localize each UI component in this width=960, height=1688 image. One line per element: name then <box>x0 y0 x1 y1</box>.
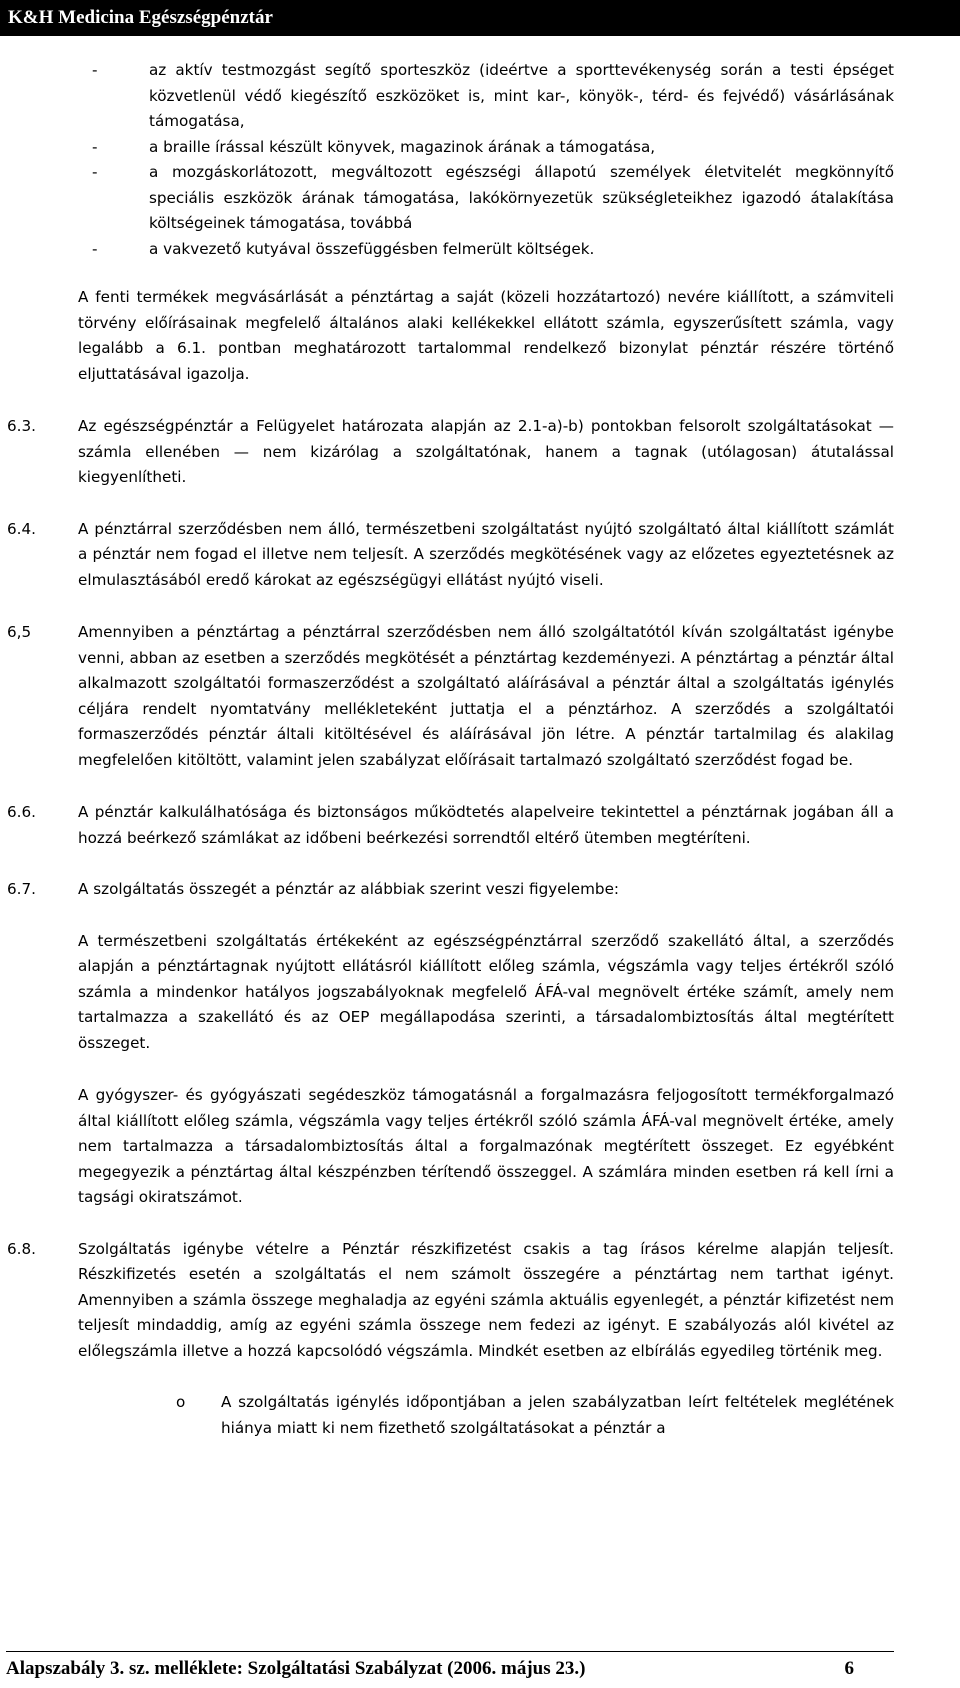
section-text: A szolgáltatás összegét a pénztár az alábbiak szerint veszi figyelembe: <box>78 880 620 898</box>
paragraph-gyogyszer: A gyógyszer- és gyógyászati segédeszköz támogatásnál a forgalmazásra feljogosított termékforgalmazó által kiállított előleg számla, végszámla vagy teljes értékről szóló számla ÁFÁ-val megnövelt értéke, amely nem tartalmazza a társadalombiztosítás által a forgalmazónak megtérített összeget. Ez egyébként megegyezik a pénztártag által készpénzben térítendő összeggel. A számlára minden esetben rá kell írni a tagsági okiratszámot. <box>78 1086 894 1206</box>
document-body <box>0 58 960 1441</box>
section-6-3 <box>7 414 894 491</box>
page-footer <box>6 1654 854 1684</box>
list-item <box>92 237 894 263</box>
page-header <box>0 0 960 36</box>
section-number: 6.3. <box>7 417 36 435</box>
section-number: 6.8. <box>7 1239 36 1258</box>
section-text: Amennyiben a pénztártag a pénztárral szerződésben nem álló szolgáltatótól kíván szolgáltatást igénybe venni, abban az esetben a szerződés megkötését a pénztártag kezdeményezi. A pénztártag a pénztár által alkalmazott szolgáltatói formaszerződést a szolgáltató aláírásával a pénztár által a szolgáltatás igénylés céljára rendelt nyomtatvány mellékleteként juttatja el a pénztárhoz. A szerződés a szolgáltatói formaszerződés pénztár általi kitöltésével és aláírásával jön létre. A pénztár tartalmilag és alakilag megfelelően kitöltött, valamint jelen szabályzat előírásait tartalmazó szolgáltató szerződést fogad be. <box>78 623 894 769</box>
section-6-8 <box>7 1237 894 1365</box>
bullet-marker: o <box>176 1393 186 1411</box>
o-bullet-item <box>176 1390 894 1441</box>
list-item <box>92 135 894 161</box>
page-number: 6 <box>844 1658 854 1679</box>
section-text: Az egészségpénztár a Felügyelet határozata alapján az 2.1-a)-b) pontokban felsorolt szolgáltatásokat — számla ellenében — nem kizárólag a szolgáltatónak, hanem a tagnak (utólagosan) átutalással kiegyenlítheti. <box>78 417 894 486</box>
section-6-4 <box>7 517 894 594</box>
section-6-7 <box>7 877 894 903</box>
section-6-5 <box>7 620 894 773</box>
section-number: 6.4. <box>7 519 36 538</box>
header-title: K&H Medicina Egészségpénztár <box>8 7 273 28</box>
section-number: 6.6. <box>7 803 36 821</box>
bullet-text: A szolgáltatás igénylés időpontjában a jelen szabályzatban leírt feltételek meglétének hiánya miatt ki nem fizethető szolgáltatásokat a pénztár a <box>221 1393 894 1437</box>
paragraph-fenti: A fenti termékek megvásárlását a pénztártag a saját (közeli hozzátartozó) nevére kiállított, a számviteli törvény előírásainak megfelelő általános alaki kellékekkel ellátott számla, egyszerűsített számla, vagy legalább a 6.1. pontban meghatározott tartalommal rendelkező bizonylat pénztár részére történő eljuttatásával igazolja. <box>78 288 894 383</box>
list-item-text: a vakvezető kutyával összefüggésben felmerült költségek. <box>149 239 595 258</box>
list-dash: - <box>92 163 98 181</box>
section-number: 6,5 <box>7 623 32 641</box>
section-number: 6.7. <box>7 880 36 898</box>
footer-divider <box>6 1651 894 1652</box>
list-item-text: a braille írással készült könyvek, magazinok árának a támogatása, <box>149 137 656 156</box>
section-6-6 <box>7 800 894 851</box>
list-item-text: a mozgáskorlátozott, megváltozott egészségi állapotú személyek életvitelét megkönnyítő speciális eszközök árának támogatása, lakókörnyezetük szükségleteikhez igazodó átalakítása költségeinek támogatása, továbbá <box>149 163 894 232</box>
list-dash: - <box>92 239 98 258</box>
list-dash: - <box>92 61 98 79</box>
section-text: Szolgáltatás igénybe vételre a Pénztár részkifizetést csakis a tag írásos kérelme alapján teljesít. Részkifizetés esetén a szolgáltatás el nem számolt összegére a pénztártag nem tarthat igényt. Amennyiben a számla összege meghaladja az egyéni számla aktuális egyenlegét, a pénztár kifizetést nem teljesít mindaddig, amíg az egyéni számla összege nem fedezi az igényt. E szabályozás alól kivétel az előlegszámla illetve a hozzá kapcsolódó végszámla. Mindkét esetben az elbírálás egyedileg történik meg. <box>78 1239 894 1360</box>
list-item <box>92 58 894 135</box>
section-text: A pénztár kalkulálhatósága és biztonságos működtetés alapelveire tekintettel a pénztárnak jogában áll a hozzá beérkező számlákat az időbeni beérkezési sorrendtől eltérő ütemben megtéríteni. <box>78 803 894 847</box>
list-dash: - <box>92 137 98 156</box>
list-item-text: az aktív testmozgást segítő sporteszköz (ideértve a sporttevékenység során a testi épséget közvetlenül védő kiegészítő eszközöket is, mint kar-, könyök-, térd- és fejvédő) vásárlásának támogatása, <box>149 61 894 130</box>
paragraph-termeszetbeni: A természetbeni szolgáltatás értékeként az egészségpénztárral szerződő szakellátó által, a szerződés alapján a pénztártagnak nyújtott ellátásról kiállított előleg számla, végszámla vagy teljes értékről szóló számla a mindenkor hatályos jogszabályoknak megfelelő ÁFÁ-val megnövelt értéke számít, amely nem tartalmazza a szakellátó és az OEP megállapodása szerinti, a társadalombiztosítás által megtérített összeget. <box>78 931 894 1052</box>
footer-title: Alapszabály 3. sz. melléklete: Szolgáltatási Szabályzat (2006. május 23.) <box>6 1658 586 1679</box>
section-text: A pénztárral szerződésben nem álló, természetbeni szolgáltatást nyújtó szolgáltató által kiállított számlát a pénztár nem fogad el illetve nem teljesít. A szerződés megkötésének vagy az előzetes egyeztetésnek az elmulasztásából eredő károkat az egészségügyi ellátást nyújtó viseli. <box>78 519 894 589</box>
list-item <box>92 160 894 237</box>
